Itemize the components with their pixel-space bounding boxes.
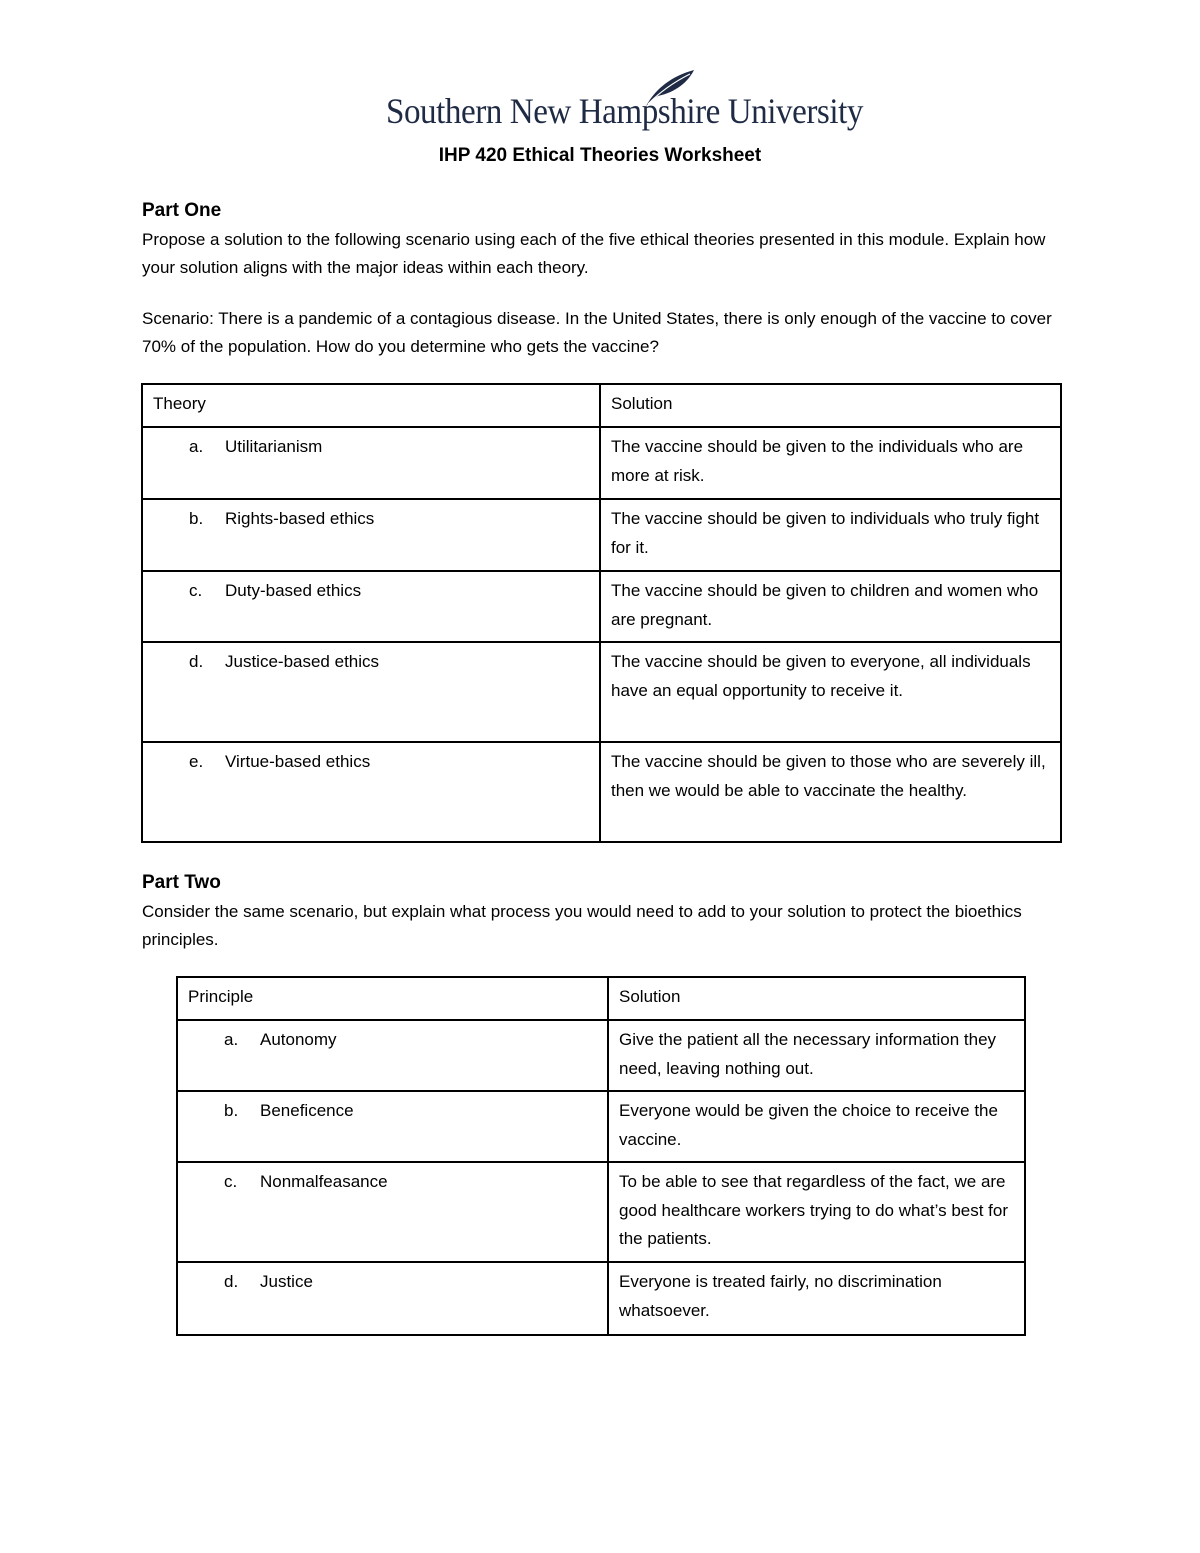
item-letter: e. xyxy=(189,752,204,771)
header-principle: Principle xyxy=(177,977,608,1020)
table-row xyxy=(142,427,1061,499)
theory-solution: The vaccine should be given to the individuals who are more at risk. xyxy=(600,427,1061,499)
table-row xyxy=(142,499,1061,571)
part-two-instructions: Consider the same scenario, but explain what process you would need to add to your solution to protect the bioethics principles. xyxy=(142,902,1022,949)
principle-name: Autonomy xyxy=(260,1030,337,1049)
principle-solution: Give the patient all the necessary information they need, leaving nothing out. xyxy=(608,1020,1025,1091)
table-header-row xyxy=(142,384,1061,427)
theory-name: Rights-based ethics xyxy=(225,509,375,528)
theories-table xyxy=(141,383,1062,843)
item-letter: d. xyxy=(224,1272,239,1291)
header-solution: Solution xyxy=(600,384,1061,427)
principle-solution: To be able to see that regardless of the fact, we are good healthcare workers trying to do what’s best for the patients. xyxy=(608,1162,1025,1262)
table-row xyxy=(142,642,1061,742)
item-letter: d. xyxy=(189,652,204,671)
document-title: IHP 420 Ethical Theories Worksheet xyxy=(438,145,762,166)
table-row xyxy=(177,1091,1025,1162)
header-solution: Solution xyxy=(608,977,1025,1020)
theory-name: Virtue-based ethics xyxy=(225,752,371,771)
principle-solution: Everyone is treated fairly, no discrimination whatsoever. xyxy=(608,1262,1025,1335)
item-letter: c. xyxy=(189,581,203,600)
university-logo xyxy=(386,68,863,136)
scenario-text: Scenario: There is a pandemic of a contagious disease. In the United States, there is only enough of the vaccine to cover 70% of the population. How do you determine who gets the vaccine? xyxy=(142,309,1052,356)
theory-solution: The vaccine should be given to individuals who truly fight for it. xyxy=(600,499,1061,571)
item-letter: b. xyxy=(224,1101,239,1120)
part-two-heading: Part Two xyxy=(142,872,221,893)
table-row xyxy=(177,1162,1025,1262)
table-header-row xyxy=(177,977,1025,1020)
part-one-heading: Part One xyxy=(142,200,222,221)
principle-name: Nonmalfeasance xyxy=(260,1172,388,1191)
principle-name: Justice xyxy=(260,1272,313,1291)
table-row xyxy=(142,571,1061,642)
theory-name: Duty-based ethics xyxy=(225,581,362,600)
header-theory: Theory xyxy=(142,384,600,427)
theory-solution: The vaccine should be given to children and women who are pregnant. xyxy=(600,571,1061,642)
principles-table xyxy=(176,976,1026,1336)
item-letter: c. xyxy=(224,1172,238,1191)
logo-text: Southern New Hampshire University xyxy=(386,91,863,131)
table-row xyxy=(142,742,1061,842)
part-one-instructions: Propose a solution to the following scenario using each of the five ethical theories presented in this module. Explain how your solution aligns with the major ideas within each theory. xyxy=(142,230,1046,277)
theory-solution: The vaccine should be given to those who are severely ill, then we would be able to vaccinate the healthy. xyxy=(600,742,1061,842)
table-row xyxy=(177,1262,1025,1335)
item-letter: b. xyxy=(189,509,204,528)
theory-name: Justice-based ethics xyxy=(225,652,380,671)
theory-name: Utilitarianism xyxy=(225,437,323,456)
table-row xyxy=(177,1020,1025,1091)
item-letter: a. xyxy=(189,437,204,456)
principle-name: Beneficence xyxy=(260,1101,354,1120)
theory-solution: The vaccine should be given to everyone, all individuals have an equal opportunity to receive it. xyxy=(600,642,1061,742)
item-letter: a. xyxy=(224,1030,239,1049)
principle-solution: Everyone would be given the choice to receive the vaccine. xyxy=(608,1091,1025,1162)
